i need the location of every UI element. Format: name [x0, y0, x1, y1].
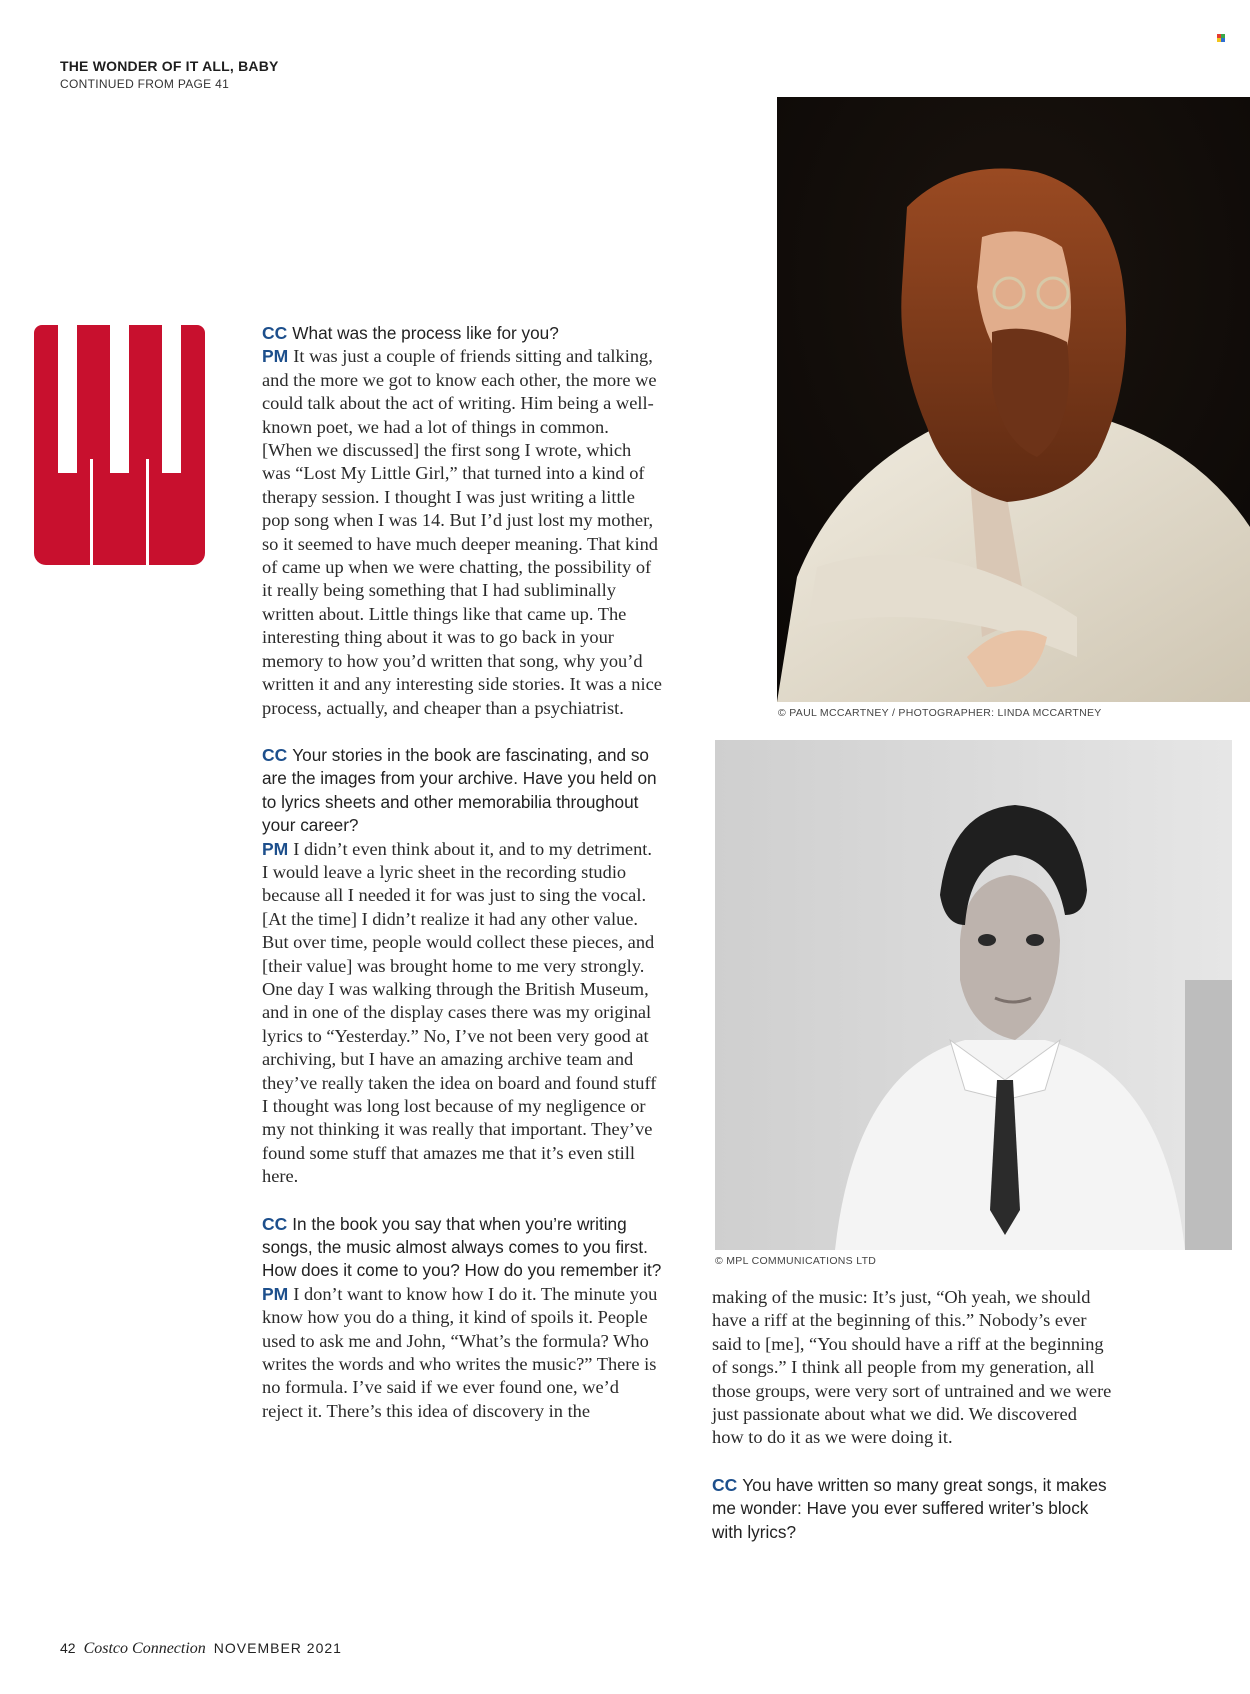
interview-question: CC What was the process like for you?: [262, 323, 559, 343]
page-footer: [60, 1640, 342, 1658]
interview-question: CC You have written so many great songs, it makes me wonder: Have you ever suffered writer’s block with lyrics?: [712, 1474, 1107, 1542]
speaker-tag-pm: PM: [262, 346, 289, 367]
speaker-tag-cc: CC: [262, 744, 288, 765]
right-text-column: [712, 1286, 1112, 1544]
article-header: [60, 58, 279, 91]
speaker-tag-cc: CC: [262, 1213, 288, 1234]
speaker-tag-cc: CC: [262, 323, 288, 343]
speaker-tag-cc: CC: [712, 1474, 738, 1495]
speaker-tag-pm: PM: [262, 1283, 289, 1304]
interview-answer: PM I didn’t even think about it, and to my detriment. I would leave a lyric sheet in the recording studio because all I needed it for was just to sing the vocal. [At the time] I didn’t realize it had any other value. But over time, people would collect these pieces, and [their value] was brought home to me very strongly. One day I was walking through the British Museum, and in one of the display cases there was my original lyrics to “Yesterday.” No, I’ve not been very good at archiving, but I have an amazing archive team and they’ve really taken the idea on board and found stuff I thought was long lost because of my negligence or my not thinking it was really that important. They’ve found some stuff that amazes me that it’s even still here.: [262, 838, 657, 1187]
left-text-column: [262, 322, 662, 1423]
issue-date: NOVEMBER 2021: [213, 1640, 342, 1656]
page-number: 42: [60, 1640, 76, 1656]
photo-credit: © PAUL MCCARTNEY / PHOTOGRAPHER: LINDA MCCARTNEY: [778, 707, 1102, 719]
color-registration-mark: [1217, 34, 1225, 42]
photo-credit: © MPL COMMUNICATIONS LTD: [715, 1255, 877, 1267]
interview-answer-continued: making of the music: It’s just, “Oh yeah, we should have a riff at the beginning of this.” Nobody’s ever said to [me], “You should have a riff at the beginning of songs.” I think all people from my generation, all those groups, were very sort of untrained and we were just passionate about what we did. We discovered how to do it as we were doing it.: [712, 1287, 1112, 1448]
interview-question: CC Your stories in the book are fascinating, and so are the images from your archive. Have you held on to lyrics sheets and other memorabilia throughout your career?: [262, 744, 657, 836]
interview-answer: PM I don’t want to know how I do it. The minute you know how you do a thing, it kind of spoils it. People used to ask me and John, “What’s the formula? Who writes the words and who writes the music?” There is no formula. I’ve said if we ever found one, we’d reject it. There’s this idea of discovery in the: [262, 1283, 658, 1421]
continued-from-line: CONTINUED FROM PAGE 41: [60, 77, 230, 91]
publication-name: Costco Connection: [83, 1640, 206, 1657]
photo-paul-mccartney: [715, 740, 1232, 1250]
interview-answer: PM It was just a couple of friends sitting and talking, and the more we got to know each other, the more we could talk about the act of writing. Him being a well-known poet, we had a lot of things in common. [When we discussed] the first song I wrote, which was “Lost My Little Girl,” that turned into a kind of therapy session. I thought I was just writing a little pop song when I was 14. But I’d just lost my mother, so it seemed to have much deeper meaning. That kind of came up when we were chatting, the possibility of it really being something that I had subliminally written about. Little things like that came up. The interesting thing about it was to go back in your memory to how you’d written that song, why you’d written it and any interesting side stories. It was a nice process, actually, and cheaper than a psychiatrist.: [262, 346, 662, 718]
photo-john-lennon: [777, 97, 1250, 702]
article-kicker: THE WONDER OF IT ALL, BABY: [60, 58, 279, 74]
piano-keys-icon: [34, 325, 205, 567]
speaker-tag-pm: PM: [262, 838, 289, 859]
interview-question: CC In the book you say that when you’re writing songs, the music almost always comes to you first. How does it come to you? How do you remember it?: [262, 1213, 662, 1281]
